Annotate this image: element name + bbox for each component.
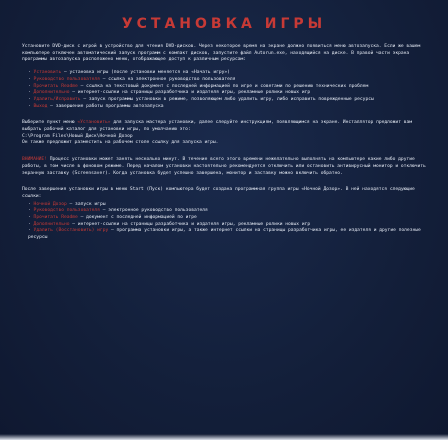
start-menu-group-list — [22, 202, 426, 242]
menu-item-text: — установка игры (после установки меняется на «Начать игру») — [61, 70, 230, 76]
menu-item-name: Установить — [33, 70, 62, 76]
install-path: C:\Program Files\Новый Диск\Ночной Дозор — [22, 133, 133, 139]
install-prefix: Выберите пункт меню — [22, 120, 75, 126]
list-item: · Дополнительно — интернет-ссылки на страницы разработчика и издателя игры, рекламные ролики новых игр — [28, 90, 311, 96]
install-shortcut: Он также предложит разместить на рабочем столе ссылку для запуска игры. — [22, 140, 219, 146]
group-item-name: Ночной Дозор — [33, 201, 67, 207]
group-item-name: Удалить (Восстановить) игру — [33, 228, 109, 234]
after-install-paragraph: После завершения установки игры в меню Start (Пуск) компьютера будет создана программная группа игры «Ночной Дозор». В ней находятся следующие ссылки: — [22, 187, 415, 199]
install-text: для запуска мастера установки, далее следуйте инструкциям, появляющимся на экране. Инсталлятор предложит вам выбрать рабочий каталог для установки игры, по умолчанию это: — [22, 120, 413, 133]
warning-label: ВНИМАНИЕ! — [22, 157, 47, 163]
group-item-text: — программа установки игры, а также интернет ссылки на страницы разработчика игры, ее издателя и другие полезные ресурсы — [28, 228, 421, 241]
menu-item-text: — ссылка на электронное руководство пользователя — [99, 76, 236, 82]
list-item: · Выход — завершение работы программы автозапуска — [28, 103, 164, 109]
group-item-text: — интернет-ссылки на страницы разработчика и издателя игры, рекламные ролики новых игр — [69, 221, 311, 227]
list-item: · Удалить (Восстановить) игру — программа установки игры, а также интернет ссылки на страницы разработчика игры, ее издателя и другие полезные ресурсы — [28, 228, 421, 241]
autorun-menu-list — [22, 70, 426, 110]
install-menu-item: «Установить» — [77, 120, 111, 126]
group-item-name: Руководство пользователя — [33, 208, 100, 214]
group-item-text: — запуск игры — [66, 201, 106, 207]
warning-text: Процесс установки может занять несколько минут. В течение всего этого времени нежелательно выполнять на компьютере какие либо другие работы, в том числе в фоновом режиме. Перед началом установки настоятельно рекомендуется отключить или остановить антивирусный монитор и отключить экранную заставку (Screensaver). Когда установка будет успешно завершена, монитор и заставку можно включить обратно. — [22, 157, 426, 176]
group-item-name: Прочитать Readme — [33, 215, 78, 221]
menu-item-name: Удалить/Исправить — [33, 96, 81, 102]
group-item-text: — электронное руководство пользователя — [99, 208, 208, 214]
list-item: · Прочитать Readme — документ с последней информацией по игре — [28, 215, 197, 221]
menu-item-name: Выход — [33, 103, 48, 109]
menu-item-text: — запуск программы установки в режиме, позволяющем либо удалить игру, либо исправить поврежденные ресурсы — [80, 96, 374, 102]
list-item: · Прочитать Readme — ссылка на текстовый документ с последней информацией по игре и советами по решению технических проблем — [28, 83, 369, 89]
list-item: · Ночной Дозор — запуск игры — [28, 201, 106, 207]
group-item-text: — документ с последней информацией по игре — [77, 215, 197, 221]
warning-paragraph — [22, 157, 426, 177]
list-item: · Руководство пользователя — ссылка на электронное руководство пользователя — [28, 76, 236, 82]
list-item: · Руководство пользователя — электронное руководство пользователя — [28, 208, 208, 214]
page-title: УСТАНОВКА ИГРЫ — [121, 16, 327, 32]
intro-paragraph: Установите DVD-диск с игрой в устройство для чтения DVD-дисков. Через некоторое время на экране должно появиться меню автозапуска. Если же вашем компьютере отключен автоматический запуск программ с компакт дисков, запустите файл Autorun.exe, находящийся на диске. В правой части экрана программы автозапуска расположено меню, отображающее доступ к различным ресурсам: — [22, 44, 421, 63]
install-paragraph — [22, 120, 426, 147]
menu-item-text: — интернет-ссылки на страницы разработчика и издателя игры, рекламные ролики новых игр — [69, 90, 311, 96]
menu-item-name: Дополнительно — [33, 90, 70, 96]
list-item: · Установить — установка игры (после установки меняется на «Начать игру») — [28, 70, 230, 76]
menu-item-name: Прочитать Readme — [33, 83, 78, 89]
menu-item-name: Руководство пользователя — [33, 76, 100, 82]
group-item-name: Дополнительно — [33, 221, 70, 227]
list-item: · Дополнительно — интернет-ссылки на страницы разработчика и издателя игры, рекламные ролики новых игр — [28, 221, 311, 227]
list-item: · Удалить/Исправить — запуск программы установки в режиме, позволяющем либо удалить игру, либо исправить поврежденные ресурсы — [28, 96, 374, 102]
menu-item-text: — завершение работы программы автозапуска — [47, 103, 164, 109]
menu-item-text: — ссылка на текстовый документ с последней информацией по игре и советами по решению технических проблем — [77, 83, 369, 89]
bottom-edge — [0, 434, 448, 440]
